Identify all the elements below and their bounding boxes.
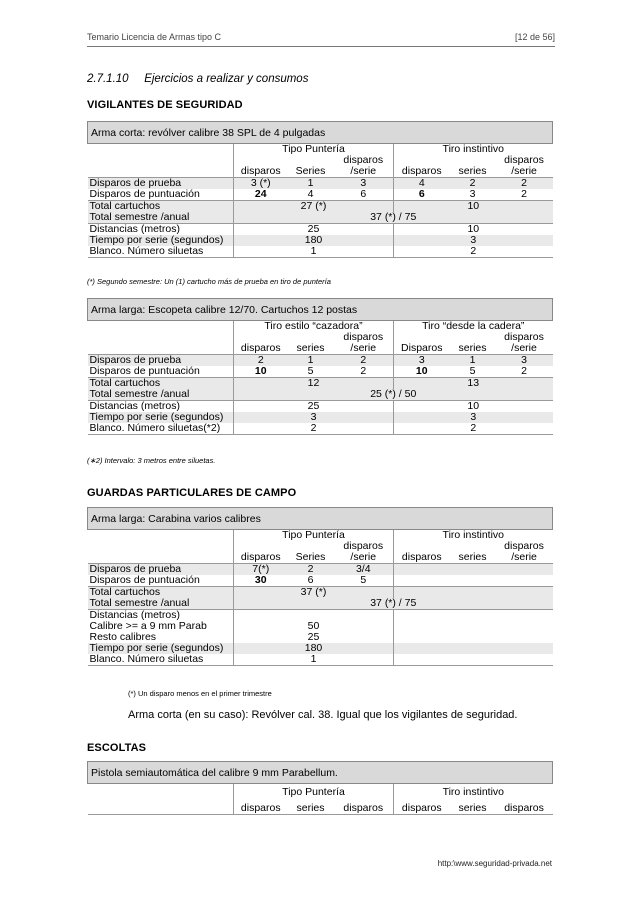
row-label: Resto calibres	[89, 631, 157, 643]
col-header: series	[288, 343, 334, 355]
col-header: Disparos	[394, 343, 450, 355]
col-header: disparos	[334, 803, 394, 815]
group-header: Tiro instintivo	[394, 530, 553, 542]
cell: 2	[496, 178, 553, 190]
cell: 5	[450, 366, 496, 378]
col-header: disparos	[496, 803, 553, 815]
group-header: Tipo Puntería	[234, 144, 394, 156]
col-header: disparos	[504, 540, 544, 552]
cell: 27 (*)	[234, 201, 394, 213]
header-title: Temario Licencia de Armas tipo C	[87, 32, 222, 42]
col-header: series	[288, 803, 334, 815]
col-header: /serie	[496, 166, 553, 178]
body-paragraph: Arma corta (en su caso): Revólver cal. 38. Igual que los vigilantes de seguridad.	[128, 709, 518, 721]
row-label: Distancias (metros)	[89, 400, 180, 412]
cell: 1	[288, 178, 334, 190]
col-header: series	[450, 166, 496, 178]
table-row	[88, 598, 553, 610]
table-row	[88, 189, 553, 201]
cell: 3/4	[334, 564, 394, 576]
col-header: /serie	[334, 552, 394, 564]
cell: 3	[334, 178, 394, 190]
group-header: Tiro instintivo	[394, 144, 553, 156]
table-note: (∗2) Intervalo: 3 metros entre siluetas.	[87, 456, 216, 465]
col-header: disparos	[234, 552, 288, 564]
section-title	[87, 73, 308, 85]
cell: 3	[450, 189, 496, 201]
cell: 10	[394, 366, 450, 378]
table-escopeta	[87, 298, 553, 435]
row-label: Calibre >= a 9 mm Parab	[89, 620, 207, 632]
table-title: Arma larga: Escopeta calibre 12/70. Cartuchos 12 postas	[88, 299, 553, 321]
cell: 3 (*)	[234, 178, 288, 190]
table-row	[88, 575, 553, 587]
cell: 1	[450, 355, 496, 367]
cell: 6	[394, 189, 450, 201]
cell: 13	[394, 378, 553, 390]
cell: 2	[496, 189, 553, 201]
group-header: Tiro estilo “cazadora”	[234, 321, 394, 333]
col-header: series	[450, 803, 496, 815]
cell: 25	[234, 632, 394, 643]
row-label: Blanco. Número siluetas(*2)	[88, 423, 234, 435]
col-header: series	[450, 552, 496, 564]
cell: 2	[334, 355, 394, 367]
table-row	[88, 621, 553, 632]
table-note: (*) Segundo semestre: Un (1) cartucho más de prueba en tiro de puntería	[87, 277, 331, 286]
col-header: Series	[288, 552, 334, 564]
cell: 25 (*) / 50	[234, 389, 553, 401]
group-header: Tipo Puntería	[234, 530, 394, 542]
cell: 5	[288, 366, 334, 378]
group-header: Tipo Puntería	[234, 784, 394, 804]
heading-guardas: GUARDAS PARTICULARES DE CAMPO	[87, 487, 297, 499]
table-row	[88, 654, 553, 666]
cell: 3	[394, 355, 450, 367]
row-label: Distancias (metros)	[89, 609, 180, 621]
page-header	[87, 30, 555, 47]
row-label: Total cartuchos	[88, 378, 234, 390]
cell: 3	[234, 412, 394, 423]
row-label: Total semestre /anual	[88, 598, 234, 610]
cell: 24	[234, 189, 288, 201]
cell: 10	[394, 401, 553, 413]
footer-url: http:\www.seguridad-privada.net	[437, 859, 552, 868]
row-label: Tiempo por serie (segundos)	[88, 412, 234, 423]
col-header: Series	[288, 166, 334, 178]
row-label: Disparos de puntuación	[88, 189, 234, 201]
cell: 4	[394, 178, 450, 190]
group-header: Tiro instintivo	[394, 784, 553, 804]
cell: 2	[394, 246, 553, 258]
heading-escoltas: ESCOLTAS	[87, 742, 147, 754]
col-header: disparos	[343, 154, 384, 166]
cell: 2	[496, 366, 553, 378]
col-header: /serie	[334, 166, 394, 178]
cell: 2	[234, 423, 394, 435]
table-row	[88, 212, 553, 224]
cell: 2	[334, 366, 394, 378]
page-number: [12 de 56]	[514, 32, 555, 42]
col-header: disparos	[394, 552, 450, 564]
col-header: disparos	[394, 166, 450, 178]
row-label: Disparos de prueba	[88, 564, 234, 576]
row-label: Blanco. Número siluetas	[88, 246, 234, 258]
cell: 2	[450, 178, 496, 190]
table-title: Arma larga: Carabina varios calibres	[88, 508, 553, 530]
table-title: Pistola semiautomática del calibre 9 mm Parabellum.	[88, 762, 553, 784]
row-label: Total semestre /anual	[88, 389, 234, 401]
table-pistola	[87, 761, 553, 815]
col-header: disparos	[504, 154, 544, 166]
row-label: Distancias (metros)	[89, 223, 180, 235]
cell: 2	[234, 355, 288, 367]
table-row	[88, 246, 553, 258]
row-label: Disparos de puntuación	[88, 575, 234, 587]
group-header: Tiro “desde la cadera”	[394, 321, 553, 333]
row-label: Tiempo por serie (segundos)	[88, 643, 234, 654]
row-label: Total cartuchos	[88, 201, 234, 213]
section-number: 2.7.1.10	[87, 73, 129, 85]
row-label: Disparos de prueba	[88, 178, 234, 190]
cell: 6	[288, 575, 334, 587]
cell: 7(*)	[234, 564, 288, 576]
cell: 180	[234, 643, 394, 654]
row-label: Total cartuchos	[88, 587, 234, 599]
cell: 3	[394, 235, 553, 246]
cell: 2	[394, 423, 553, 435]
cell: 3	[496, 355, 553, 367]
cell: 12	[234, 378, 394, 390]
table-row	[88, 423, 553, 435]
row-label: Blanco. Número siluetas	[88, 654, 234, 666]
cell: 50	[234, 621, 394, 632]
table-note: (*) Un disparo menos en el primer trimestre	[128, 689, 272, 698]
cell: 30	[234, 575, 288, 587]
row-label: Total semestre /anual	[88, 212, 234, 224]
col-header: disparos	[234, 803, 288, 815]
cell: 180	[234, 235, 394, 246]
table-title: Arma corta: revólver calibre 38 SPL de 4 pulgadas	[88, 122, 553, 144]
cell: 37 (*) / 75	[234, 598, 553, 610]
table-carabina	[87, 507, 553, 666]
col-header: disparos	[234, 166, 288, 178]
cell: 1	[234, 654, 394, 666]
cell: 2	[288, 564, 334, 576]
cell: 10	[234, 366, 288, 378]
col-header: /serie	[334, 343, 394, 355]
row-label: Disparos de puntuación	[88, 366, 234, 378]
table-row	[88, 366, 553, 378]
cell: 37 (*)	[234, 587, 394, 599]
cell: 37 (*) / 75	[234, 212, 553, 224]
cell: 3	[394, 412, 553, 423]
cell: 25	[234, 401, 394, 413]
col-header: disparos	[234, 343, 288, 355]
col-header: /serie	[496, 343, 553, 355]
col-header: disparos	[343, 331, 384, 343]
row-label: Tiempo por serie (segundos)	[88, 235, 234, 246]
heading-vigilantes: VIGILANTES DE SEGURIDAD	[87, 99, 243, 111]
cell: 1	[288, 355, 334, 367]
table-row	[88, 389, 553, 401]
cell: 25	[234, 224, 394, 236]
col-header: /serie	[496, 552, 553, 564]
cell: 4	[288, 189, 334, 201]
cell: 6	[334, 189, 394, 201]
cell: 10	[394, 224, 553, 236]
col-header: series	[450, 343, 496, 355]
cell: 1	[234, 246, 394, 258]
table-revolver	[87, 121, 553, 258]
cell: 5	[334, 575, 394, 587]
col-header: disparos	[504, 331, 544, 343]
row-label: Disparos de prueba	[88, 355, 234, 367]
section-name: Ejercicios a realizar y consumos	[144, 73, 309, 85]
cell: 10	[394, 201, 553, 213]
col-header: disparos	[343, 540, 384, 552]
col-header: disparos	[394, 803, 450, 815]
